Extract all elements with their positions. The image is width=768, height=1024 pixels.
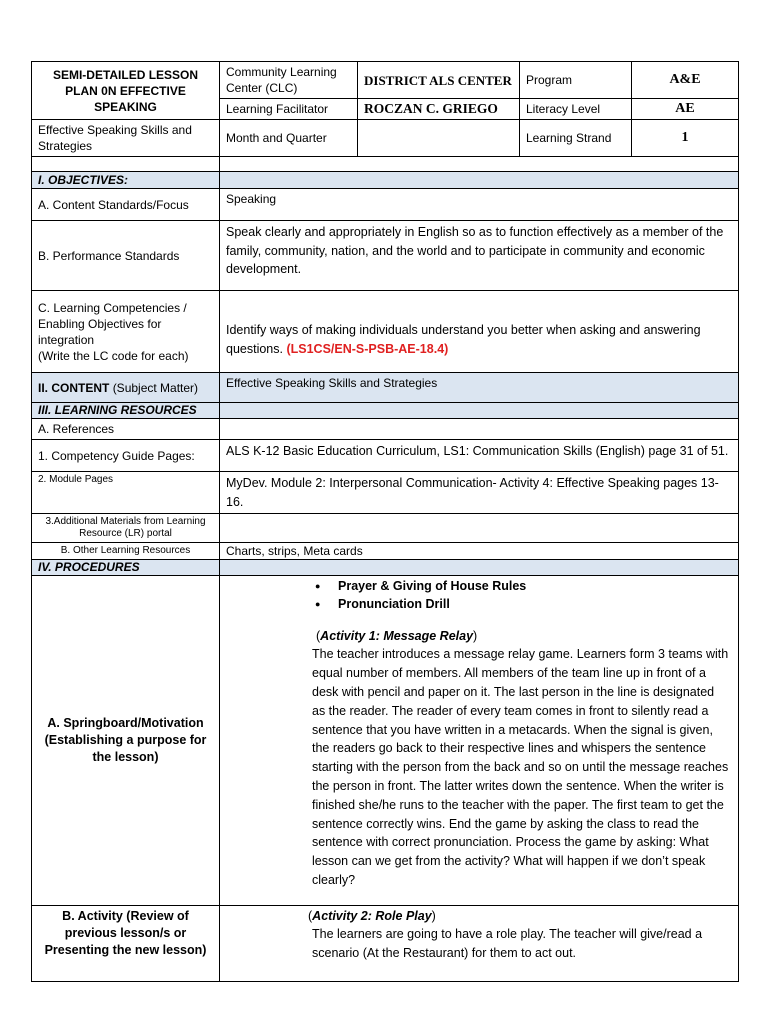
content-label [32,373,220,403]
performance-standards-label: B. Performance Standards [32,221,220,291]
facilitator-label: Learning Facilitator [220,99,358,120]
procedures-heading-fill [220,560,739,576]
program-value: A&E [632,62,739,99]
other-resources-value: Charts, strips, Meta cards [220,543,739,560]
activity1-title: (Activity 1: Message Relay) [316,629,478,644]
references-label: A. References [32,419,220,440]
spacer-cell-left [32,157,220,172]
content-label-sub: (Subject Matter) [112,380,199,395]
learning-competencies-label-main: C. Learning Competencies / Enabling Objectives for integration [38,300,187,347]
activity2-text: The learners are going to have a role play. The teacher will give/read a scenario (At the Restaurant) for them to act out. [312,927,703,961]
lesson-plan-table [31,61,739,982]
springboard-content [220,576,739,906]
springboard-bullets [312,577,730,613]
learning-resources-heading-fill [220,403,739,419]
module-pages-value: MyDev. Module 2: Interpersonal Communication- Activity 4: Effective Speaking pages 13-16. [220,472,739,514]
program-label: Program [520,62,632,99]
literacy-value: AE [632,99,739,120]
activity1-title-text: Activity 1: Message Relay [320,629,474,644]
learning-strand-value: 1 [632,120,739,157]
learning-competencies-value [220,291,739,373]
additional-materials-label: 3.Additional Materials from Learning Resource (LR) portal [32,514,220,543]
learning-strand-label: Learning Strand [520,120,632,157]
competency-guide-value: ALS K-12 Basic Education Curriculum, LS1: Communication Skills (English) page 31 of 51. [220,440,739,472]
activity2-title: (Activity 2: Role Play) [308,909,436,924]
facilitator-value: ROCZAN C. GRIEGO [358,99,520,120]
month-quarter-value [358,120,520,157]
lesson-topic: Effective Speaking Skills and Strategies [32,120,220,157]
activity2-title-text: Activity 2: Role Play [312,909,432,924]
learning-competencies-label-note: (Write the LC code for each) [38,348,189,363]
month-quarter-label: Month and Quarter [220,120,358,157]
clc-label: Community Learning Center (CLC) [220,62,358,99]
clc-value: DISTRICT ALS CENTER [358,62,520,99]
content-value: Effective Speaking Skills and Strategies [220,373,739,403]
objectives-heading: I. OBJECTIVES: [32,172,220,189]
references-value [220,419,739,440]
literacy-label: Literacy Level [520,99,632,120]
bullet-pronunciation-drill: ● Pronunciation Drill [338,595,730,613]
other-resources-label: B. Other Learning Resources [32,543,220,560]
objectives-heading-fill [220,172,739,189]
procedures-heading: IV. PROCEDURES [32,560,220,576]
lesson-plan-title: SEMI-DETAILED LESSON PLAN 0N EFFECTIVE SPEAKING [32,62,220,120]
spacer-cell-right [220,157,739,172]
learning-competencies-label [32,291,220,373]
lesson-plan-page [31,61,738,982]
activity-content [220,906,739,982]
performance-standards-value: Speak clearly and appropriately in English so as to function effectively as a member of the family, community, nation, and the world and to participate in community and economic development. [220,221,739,291]
bullet-prayer: ● Prayer & Giving of House Rules [338,577,730,595]
content-standards-value: Speaking [220,189,739,221]
activity1-text: The teacher introduces a message relay game. Learners form 3 teams with equal number of members. All members of the team line up in front of a desk with pencil and paper on it. The last person in the line is designated as the reader. The reader of every team comes in front to silently read a sentence that you have written in a metacards. When the signal is given, the readers go back to their respective lines and whispers the sentence starting with the person from the back and so on until the message reaches the person in front. The latter writes down the sentence. When the writer is finished she/he runs to the teacher with the paper. The first team to get the sentence correctly wins. End the game by asking the class to read the sentence with correct pronunciation. Process the game by asking: What lesson can we get from the activity? What will happen if we don’t speak clearly? [312,647,729,887]
learning-competencies-text: Identify ways of making individuals understand you better when asking and answering questions. [226,322,701,356]
activity-label: B. Activity (Review of previous lesson/s or Presenting the new lesson) [32,906,220,982]
additional-materials-value [220,514,739,543]
content-label-main: II. CONTENT [38,380,110,395]
content-standards-label: A. Content Standards/Focus [32,189,220,221]
springboard-label: A. Springboard/Motivation (Establishing a purpose for the lesson) [32,576,220,906]
learning-resources-heading: III. LEARNING RESOURCES [32,403,220,419]
learning-competencies-code: (LS1CS/EN-S-PSB-AE-18.4) [286,341,449,356]
competency-guide-label: 1. Competency Guide Pages: [32,440,220,472]
module-pages-label: 2. Module Pages [32,472,220,514]
